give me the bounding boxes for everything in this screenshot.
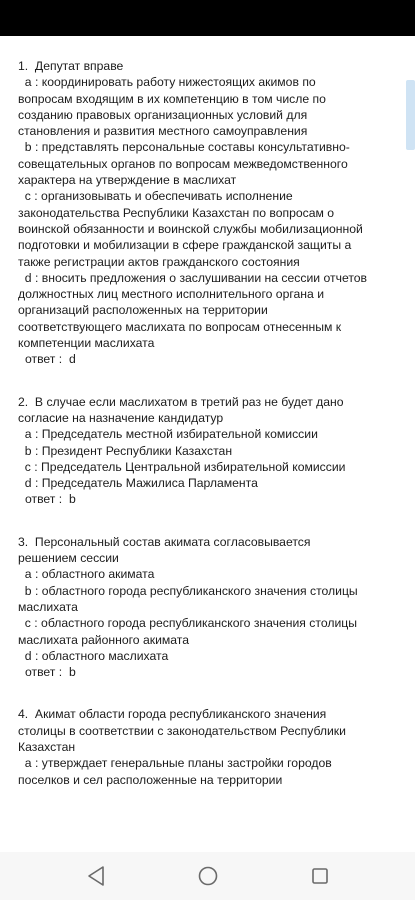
question-title: 2. В случае если маслихатом в третий раз не будет дано согласие на назначение кандидатур (18, 394, 347, 425)
back-button[interactable] (83, 863, 109, 889)
question-block (18, 58, 369, 368)
option-letter: a (24, 567, 32, 582)
answer-option: a : Председатель местной избирательной комиссии (24, 427, 318, 442)
option-letter: c (24, 189, 31, 204)
question-block (18, 394, 369, 508)
option-letter: b (24, 443, 32, 458)
answer-option: d : вносить предложения о заслушивании на сессии отчетов должностных лиц местного исполнительного органа и организаций расположенных на территории соответствующего маслихата по вопросам отнесенным к компетенции маслихата (18, 270, 371, 351)
option-letter: a (24, 75, 32, 90)
question-block (18, 534, 369, 681)
option-letter: b (24, 583, 32, 598)
status-bar (0, 0, 415, 36)
option-text: организовывать и обеспечивать исполнение законодательства Республики Казахстан по вопросам о воинской обязанности и воинской службы мобилизационной подготовки и мобилизации в сфере гражданской защиты а также регистрации актов гражданского состояния (18, 189, 367, 269)
home-button[interactable] (195, 863, 221, 889)
option-text: областного города республиканского значения столицы маслихата районного акимата (18, 616, 361, 647)
option-letter: c (24, 459, 31, 474)
answer-option: a : координировать работу нижестоящих акимов по вопросам входящим в их компетенцию в том числе по созданию правовых организационных условий для становления и развития местного самоуправления (18, 75, 330, 139)
answer-option: b : областного города республиканского значения столицы маслихата (18, 583, 362, 614)
option-text: координировать работу нижестоящих акимов по вопросам входящим в их компетенцию в том числе по созданию правовых организационных условий для становления и развития местного самоуправления (18, 75, 330, 139)
option-text: Председатель Мажилиса Парламента (41, 476, 258, 491)
question-title: 1. Депутат вправе (18, 59, 124, 73)
question-block (18, 706, 369, 787)
option-text: Председатель местной избирательной комиссии (41, 427, 318, 442)
answer-value: b (68, 665, 76, 680)
triangle-back-icon (86, 865, 106, 887)
answer-option: b : Президент Республики Казахстан (24, 443, 233, 458)
option-letter: b (24, 140, 32, 155)
answer-option: d : областного маслихата (24, 648, 169, 663)
option-text: Председатель Центральной избирательной комиссии (41, 459, 346, 474)
option-text: утверждает генеральные планы застройки городов поселков и сел расположенные на территории (18, 756, 336, 787)
option-letter: c (24, 616, 31, 631)
answer-value: d (68, 352, 76, 367)
option-text: вносить предложения о заслушивании на сессии отчетов должностных лиц местного исполнительного органа и организаций расположенных на территории соответствующего маслихата по вопросам отнесенным к компетенции маслихата (18, 270, 371, 351)
scrollbar-thumb[interactable] (406, 80, 415, 150)
answer-value: b (68, 492, 76, 507)
navigation-bar (0, 852, 415, 900)
answer-option: c : организовывать и обеспечивать исполнение законодательства Республики Казахстан по вопросам о воинской обязанности и воинской службы мобилизационной подготовки и мобилизации в сфере гражданской защиты а также регистрации актов гражданского состояния (18, 189, 367, 269)
question-title: 4. Акимат области города республиканского значения столицы в соответствии с законодательством Республики Казахстан (18, 707, 350, 754)
answer-label: ответ : (25, 492, 63, 507)
option-text: представлять персональные составы консультативно-совещательных органов по вопросам межведомственного характера на утверждение в маслихат (18, 140, 352, 188)
question-title: 3. Персональный состав акимата согласовывается решением сессии (18, 534, 314, 566)
answer-label: ответ : (25, 665, 63, 680)
content-area[interactable] (0, 36, 415, 852)
option-text: областного города республиканского значения столицы маслихата (18, 583, 362, 614)
option-text: Президент Республики Казахстан (41, 443, 233, 458)
option-text: областного маслихата (41, 648, 169, 663)
option-letter: a (24, 756, 32, 771)
answer-option: c : областного города республиканского значения столицы маслихата районного акимата (18, 616, 361, 647)
recents-button[interactable] (307, 863, 333, 889)
answer-line (18, 664, 369, 680)
option-letter: d (24, 476, 32, 491)
answer-line (18, 491, 369, 507)
option-letter: a (24, 427, 32, 442)
circle-home-icon (197, 865, 219, 887)
option-text: областного акимата (41, 567, 155, 582)
option-letter: d (24, 270, 32, 285)
answer-option: d : Председатель Мажилиса Парламента (24, 476, 258, 491)
answer-option: c : Председатель Центральной избирательной комиссии (24, 459, 346, 474)
answer-line (18, 351, 369, 367)
square-recents-icon (310, 866, 330, 886)
answer-option: b : представлять персональные составы консультативно-совещательных органов по вопросам межведомственного характера на утверждение в маслихат (18, 140, 352, 188)
question-list (0, 36, 383, 788)
answer-option: a : областного акимата (24, 567, 155, 582)
answer-label: ответ : (25, 352, 63, 367)
option-letter: d (24, 648, 32, 663)
answer-option: a : утверждает генеральные планы застройки городов поселков и сел расположенные на территории (18, 756, 336, 787)
